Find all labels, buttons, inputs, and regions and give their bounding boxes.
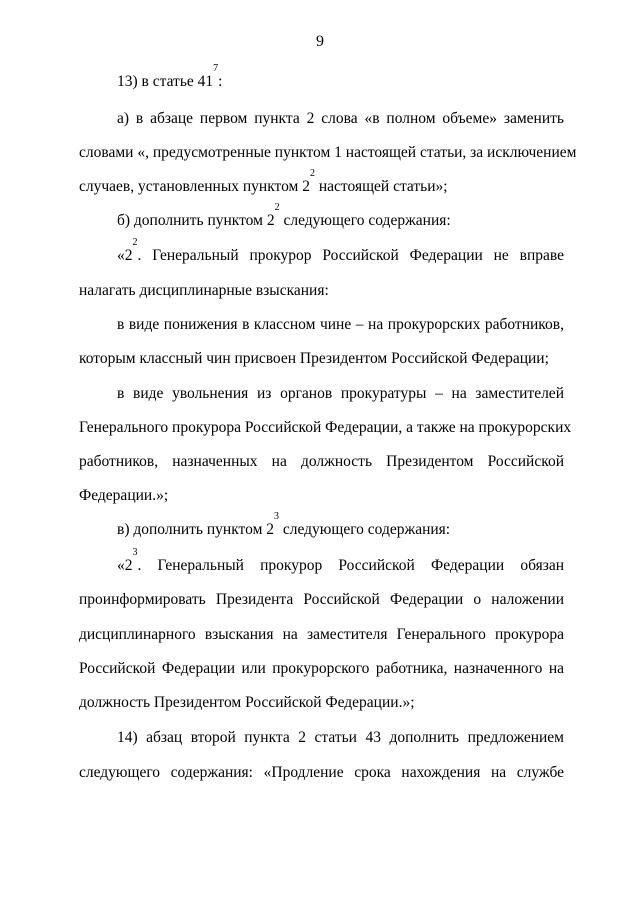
penalty-dismissal-line-1: в виде увольнения из органов прокуратуры – на заместителей <box>117 385 564 402</box>
superscript: 2 <box>274 202 280 213</box>
subitem-b <box>117 202 451 230</box>
subitem-a-line-1: а) в абзаце первом пункта 2 слова «в полном объеме» заменить <box>117 110 564 127</box>
penalty-demotion-line-1: в виде понижения в классном чине – на прокурорских работников, <box>117 316 564 333</box>
amendment-item-13 <box>117 63 223 91</box>
point-2-2-line-2: налагать дисциплинарные взыскания: <box>79 282 329 299</box>
point-2-3-line-4: Российской Федерации или прокурорского работника, назначенного на <box>79 660 564 677</box>
text: «2 <box>117 247 133 264</box>
point-2-3-line-5: должность Президентом Российской Федерации.»; <box>79 694 415 711</box>
subitem-a-line-3 <box>79 168 448 196</box>
superscript: 3 <box>274 511 279 522</box>
text: в) дополнить пунктом 2 <box>117 521 274 538</box>
superscript: 7 <box>213 63 219 74</box>
point-2-3-line-2: проинформировать Президента Российской Федерации о наложении <box>79 591 564 608</box>
point-2-2-line-1 <box>117 237 564 265</box>
subitem-a-line-2: словами «, предусмотренные пунктом 1 настоящей статьи, за исключением <box>79 144 577 161</box>
text-tail: настоящей статьи»; <box>315 178 448 195</box>
penalty-dismissal-line-3: работников, назначенных на должность Президентом Российской <box>79 453 564 470</box>
subitem-v <box>117 511 451 539</box>
text: случаев, установленных пунктом 2 <box>79 178 310 195</box>
text-tail: : <box>218 73 223 90</box>
amendment-item-14-line-1: 14) абзац второй пункта 2 статьи 43 дополнить предложением <box>117 729 564 746</box>
text-tail: следующего содержания: <box>279 521 451 538</box>
amendment-item-14-line-2: следующего содержания: «Продление срока нахождения на службе <box>79 764 564 781</box>
text: 13) в статье 41 <box>117 73 214 90</box>
penalty-dismissal-line-4: Федерации.»; <box>79 487 169 504</box>
text-tail: следующего содержания: <box>279 212 451 229</box>
page-number: 9 <box>316 33 324 50</box>
superscript: 2 <box>310 168 315 179</box>
text-tail: . Генеральный прокурор Российской Федерации обязан <box>137 557 564 574</box>
text: «2 <box>117 557 133 574</box>
superscript: 3 <box>132 547 138 558</box>
point-2-3-line-1 <box>117 547 564 575</box>
superscript: 2 <box>132 237 138 248</box>
penalty-dismissal-line-2: Генерального прокурора Российской Федерации, а также на прокурорских <box>79 419 572 436</box>
penalty-demotion-line-2: которым классный чин присвоен Президентом Российской Федерации; <box>79 350 549 367</box>
point-2-3-line-3: дисциплинарного взыскания на заместителя Генерального прокурора <box>79 626 564 643</box>
text-tail: . Генеральный прокурор Российской Федерации не вправе <box>137 247 564 264</box>
text: б) дополнить пунктом 2 <box>117 212 275 229</box>
